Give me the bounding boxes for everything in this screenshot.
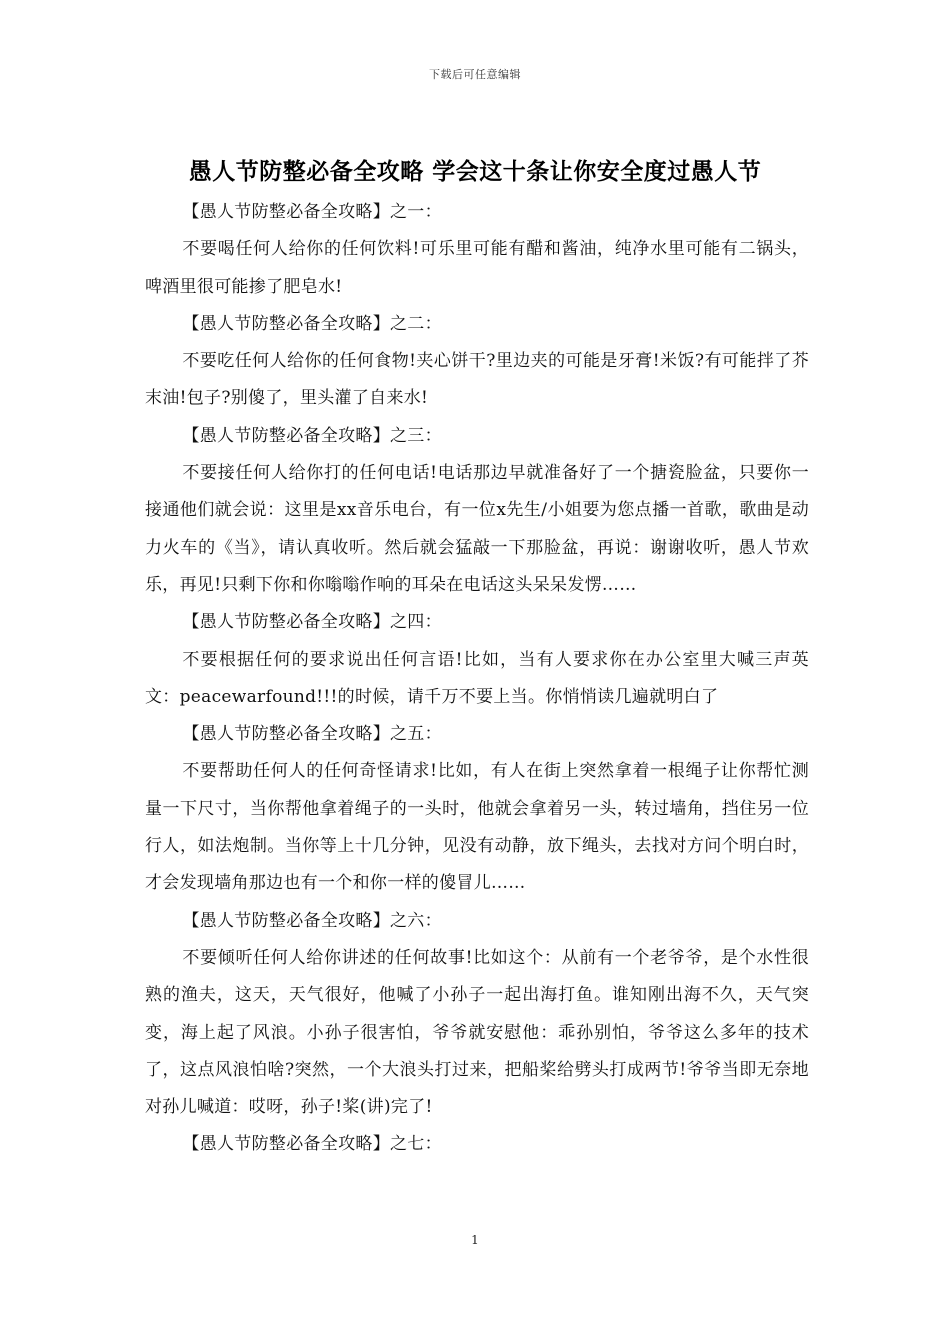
document-body <box>145 194 809 1164</box>
section-paragraph-6: 不要倾听任何人给你讲述的任何故事!比如这个：从前有一个老爷爷，是个水性很熟的渔夫，这天，天气很好，他喊了小孙子一起出海打鱼。谁知刚出海不久，天气突变，海上起了风浪。小孙子很害怕，爷爷就安慰他：乖孙别怕，爷爷这么多年的技术了，这点风浪怕啥?突然，一个大浪头打过来，把船桨给劈头打成两节!爷爷当即无奈地对孙儿喊道：哎呀，孙子!桨(讲)完了! <box>145 947 809 1118</box>
section-heading-3: 【愚人节防整必备全攻略】之三： <box>182 425 442 446</box>
section-heading-1: 【愚人节防整必备全攻略】之一： <box>182 202 442 222</box>
section-heading-6: 【愚人节防整必备全攻略】之六： <box>182 910 442 931</box>
section-paragraph-5: 不要帮助任何人的任何奇怪请求!比如，有人在街上突然拿着一根绳子让你帮忙测量一下尺寸，当你帮他拿着绳子的一头时，他就会拿着另一头，转过墙角，挡住另一位行人，如法炮制。当你等上十几分钟，见没有动静，放下绳头，去找对方问个明白时，才会发现墙角那边也有一个和你一样的傻冒儿…… <box>145 761 809 894</box>
page-number: 1 <box>471 1233 479 1247</box>
header-note: 下载后可任意编辑 <box>429 68 521 81</box>
section-heading-7: 【愚人节防整必备全攻略】之七： <box>182 1134 442 1155</box>
section-paragraph-4: 不要根据任何的要求说出任何言语!比如，当有人要求你在办公室里大喊三声英文：peacewarfound!!!的时候，请千万不要上当。你悄悄读几遍就明白了 <box>145 649 809 707</box>
document-title: 愚人节防整必备全攻略 学会这十条让你安全度过愚人节 <box>188 158 762 185</box>
section-paragraph-1: 不要喝任何人给你的任何饮料!可乐里可能有醋和酱油，纯净水里可能有二锅头，啤酒里很可能掺了肥皂水! <box>145 239 809 297</box>
section-heading-4: 【愚人节防整必备全攻略】之四： <box>182 612 442 633</box>
section-paragraph-2: 不要吃任何人给你的任何食物!夹心饼干?里边夹的可能是牙膏!米饭?有可能拌了芥末油!包子?别傻了，里头灌了自来水! <box>145 351 809 409</box>
section-heading-2: 【愚人节防整必备全攻略】之二： <box>182 313 442 334</box>
section-heading-5: 【愚人节防整必备全攻略】之五： <box>182 724 442 745</box>
section-paragraph-3: 不要接任何人给你打的任何电话!电话那边早就准备好了一个搪瓷脸盆，只要你一接通他们就会说：这里是xx音乐电台，有一位x先生/小姐要为您点播一首歌，歌曲是动力火车的《当》，请认真收听。然后就会猛敲一下那脸盆，再说：谢谢收听，愚人节欢乐，再见!只剩下你和你嗡嗡作响的耳朵在电话这头呆呆发愣…… <box>145 463 809 595</box>
